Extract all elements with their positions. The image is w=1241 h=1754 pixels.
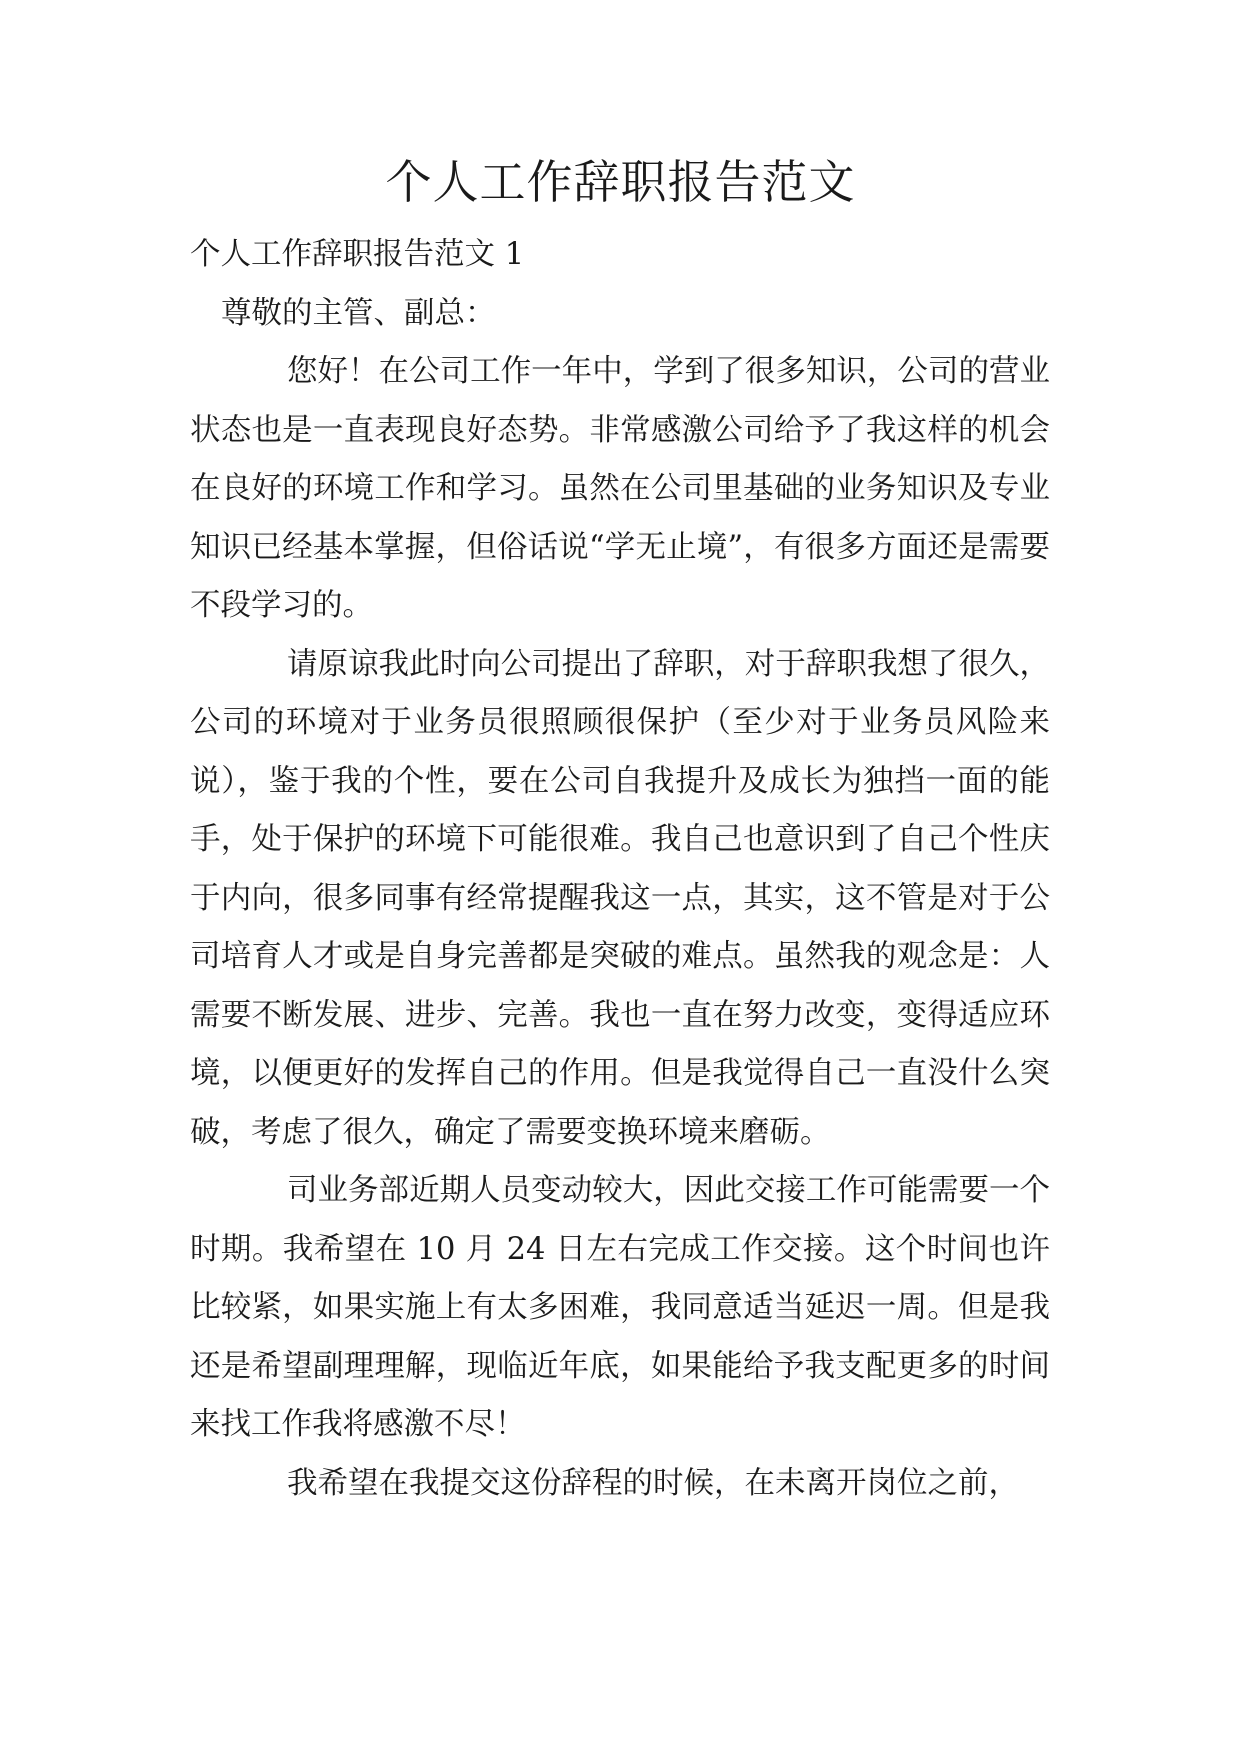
salutation: 尊敬的主管、副总： bbox=[221, 295, 496, 331]
paragraph-4: 我希望在我提交这份辞程的时候，在未离开岗位之前， bbox=[287, 1465, 1019, 1501]
paragraph-1: 您好！在公司工作一年中，学到了很多知识，公司的营业状态也是一直表现良好态势。非常感激公司给予了我这样的机会在良好的环境工作和学习。虽然在公司里基础的业务知识及专业知识已经基本掌握，但俗话说“学无止境”，有很多方面还是需要不段学习的。 bbox=[190, 354, 1050, 623]
paragraph-2: 请原谅我此时向公司提出了辞职，对于辞职我想了很久，公司的环境对于业务员很照顾很保护（至少对于业务员风险来说），鉴于我的个性，要在公司自我提升及成长为独挡一面的能手，处于保护的环境下可能很难。我自己也意识到了自己个性庆于内向，很多同事有经常提醒我这一点，其实，这不管是对于公司培育人才或是自身完善都是突破的难点。虽然我的观念是：人需要不断发展、进步、完善。我也一直在努力改变，变得适应环境，以便更好的发挥自己的作用。但是我觉得自己一直没什么突破，考虑了很久，确定了需要变换环境来磨砺。 bbox=[190, 646, 1050, 1150]
document-title: 个人工作辞职报告范文 bbox=[385, 155, 856, 209]
document-body bbox=[190, 226, 1050, 1513]
paragraph-3: 司业务部近期人员变动较大，因此交接工作可能需要一个时期。我希望在 10 月 24 日左右完成工作交接。这个时间也许比较紧，如果实施上有太多困难，我同意适当延迟一周。但是我还是希望副理理解，现临近年底，如果能给予我支配更多的时间来找工作我将感激不尽！ bbox=[190, 1173, 1050, 1442]
section-subheading: 个人工作辞职报告范文 1 bbox=[190, 237, 525, 272]
